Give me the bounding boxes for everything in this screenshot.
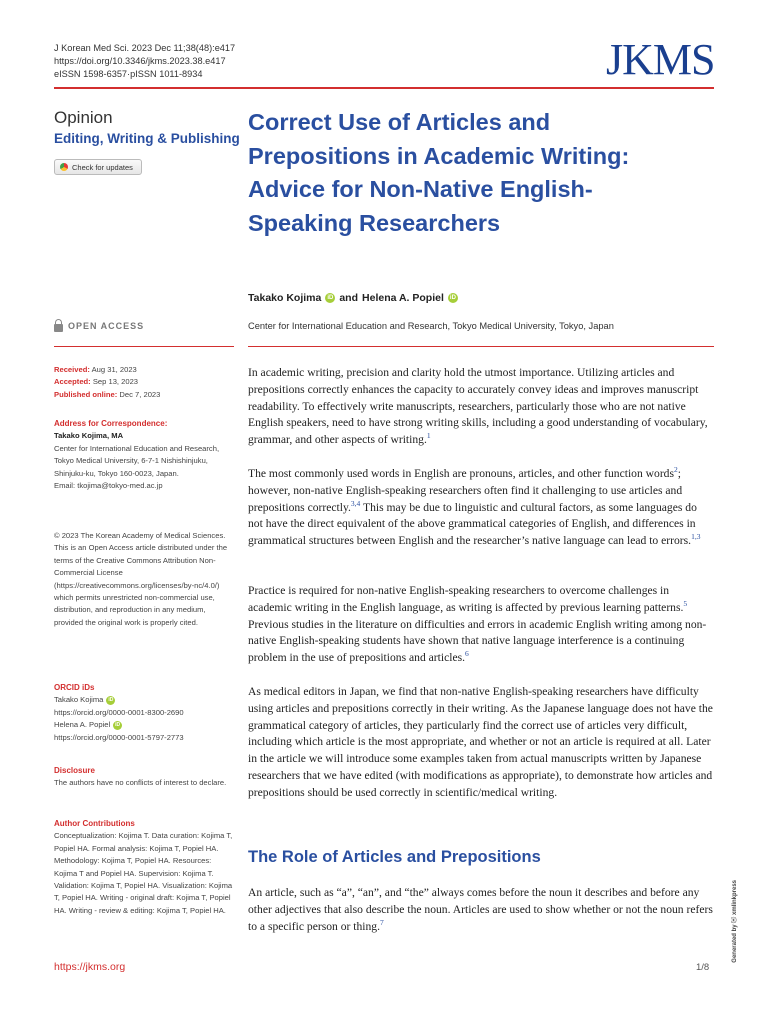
section-heading: The Role of Articles and Prepositions	[248, 848, 541, 866]
correspondence-address: Center for International Education and Research, Tokyo Medical University, 6-7-1 Nishishinjuku, Shinjuku-ku, Tokyo 160-0023, Japan.	[54, 443, 220, 478]
orcid-block	[54, 682, 234, 744]
author-conjunction: and	[339, 292, 359, 304]
open-access-label: OPEN ACCESS	[68, 320, 145, 331]
citation-ref[interactable]: 5	[683, 598, 688, 608]
orcid-icon: iD	[108, 697, 114, 704]
disclosure-text: The authors have no conflicts of interest to declare.	[54, 778, 227, 788]
received-label: Received:	[54, 365, 90, 374]
correspondence-block	[54, 418, 234, 492]
paragraph-3: Practice is required for non-native English-speaking researchers to overcome challenges in academic writing in the English language, as writing is affected by previous learning patterns.$^5$ Previous studies in the literature on difficulties and errors in academic English writing among non-native English-speaking students have shown that native language interference is a continuing problem in the use of prepositions and articles.$^6$	[248, 584, 707, 665]
disclosure-block	[54, 765, 234, 790]
disclosure-heading: Disclosure	[54, 766, 95, 775]
article-category: Editing, Writing & Publishing	[54, 131, 240, 146]
header-divider	[54, 87, 714, 89]
author-2: Helena A. Popiel	[362, 292, 444, 304]
orcid-heading: ORCID iDs	[54, 683, 95, 692]
correspondence-heading: Address for Correspondence:	[54, 419, 168, 428]
citation-ref[interactable]: 1	[426, 431, 431, 441]
orcid-icon: iD	[115, 721, 121, 728]
issn: eISSN 1598-6357·pISSN 1011-8934	[54, 69, 203, 79]
affiliation: Center for International Education and Research, Tokyo Medical University, Tokyo, Japan	[248, 321, 614, 331]
check-updates-label: Check for updates	[72, 162, 133, 172]
citation-ref[interactable]: 1,3	[691, 532, 701, 542]
accepted-label: Accepted:	[54, 377, 91, 387]
citation-ref[interactable]: 6	[465, 649, 469, 659]
published-label: Published online:	[54, 389, 118, 399]
orcid-link-1[interactable]: https://orcid.org/0000-0001-8300-2690	[54, 707, 184, 717]
paragraph-4: As medical editors in Japan, we find that non-native English-speaking researchers have difficulty using articles and prepositions correctly in their writing. As the Japanese language does not have the grammatical category of articles, they particularly find the correct use of articles very difficult, including which article is the most appropriate, and whether or not an article is required at all. Later in the article we will introduce some examples taken from actual manuscripts written by Japanese researchers that we have edited (with modifications as appropriate), to demonstrate how articles and prepositions should be used correctly in scientific/medical writing.	[248, 685, 713, 799]
open-access-badge	[54, 319, 144, 332]
sidebar-divider	[54, 346, 234, 347]
open-lock-icon	[54, 319, 63, 332]
correspondence-name: Takako Kojima, MA	[54, 431, 124, 441]
generator-credit: Generated by ⓧ xmlinkpress	[732, 880, 738, 963]
license-text: This is an Open Access article distributed under the terms of the Creative Commons Attribution Non-Commercial License (https://creativecommons.org/licenses/by-nc/4.0/) which permits unrestricted non-commercial use, distribution, and reproduction in any medium, provided the original work is properly cited.	[54, 543, 228, 627]
published-date: Dec 7, 2023	[119, 389, 161, 399]
paragraph-5: An article, such as “a”, “an”, and “the” always comes before the noun it describes and before any other adjectives that also describe the noun. Articles are used to show whether or not the noun refers to a specific person or thing.$^7$	[248, 886, 713, 933]
contributions-block	[54, 818, 234, 917]
copyright: © 2023 The Korean Academy of Medical Sciences.	[54, 531, 226, 540]
contributions-heading: Author Contributions	[54, 819, 135, 828]
citation: J Korean Med Sci. 2023 Dec 11;38(48):e417	[54, 43, 236, 53]
orcid-link-2[interactable]: https://orcid.org/0000-0001-5797-2773	[54, 732, 184, 742]
orcid-icon[interactable]: iD	[449, 295, 456, 301]
crossmark-icon	[60, 163, 68, 171]
accepted-date: Sep 13, 2023	[92, 377, 139, 387]
paragraph-2: The most commonly used words in English are pronouns, articles, and other function words$^2$; however, non-native English-speaking researchers often find it challenging to use articles and prepositions correctly.$^{3,4}$ This may be due to linguistic and cultural factors, as some languages do not have the direct equivalent of the above grammatical categories of English, and differences in grammatical structures between English and the researcher’s native language can lead to errors.$^{1,3}$	[248, 465, 701, 548]
page-number: 1/8	[696, 962, 710, 973]
article-title: Correct Use of Articles and Prepositions in Academic Writing: Advice for Non-Native English-Speaking Researchers	[248, 109, 630, 236]
check-updates-button[interactable]	[54, 159, 142, 175]
journal-logo: JKMS	[606, 35, 715, 84]
citation-ref[interactable]: 7	[380, 917, 384, 927]
orcid-author-2: Helena A. Popiel	[54, 720, 111, 730]
license-block	[54, 530, 234, 629]
doi-link[interactable]: https://doi.org/10.3346/jkms.2023.38.e417	[54, 56, 226, 66]
citation-block	[54, 42, 235, 81]
citation-ref[interactable]: 3,4	[350, 498, 361, 508]
journal-url[interactable]: https://jkms.org	[54, 961, 126, 973]
correspondence-email[interactable]: Email: tkojima@tokyo-med.ac.jp	[54, 481, 163, 491]
author-line	[248, 292, 458, 304]
orcid-author-1: Takako Kojima	[54, 695, 104, 705]
citation-ref[interactable]: 2	[674, 465, 678, 475]
author-1: Takako Kojima	[248, 292, 322, 304]
dates-block	[54, 364, 234, 401]
contributions-text: Conceptualization: Kojima T. Data curation: Kojima T, Popiel HA. Formal analysis: Kojima T, Popiel HA. Methodology: Kojima T, Popiel HA. Resources: Kojima T and Popiel HA. Supervision: Kojima T. Validation: Kojima T, Popiel HA. Visualization: Kojima T, Popiel HA. Writing - original draft: Kojima T, Popiel HA. Writing - review & editing: Kojima T, Popiel HA.	[54, 831, 233, 915]
main-divider	[248, 346, 714, 347]
article-type: Opinion	[54, 108, 113, 127]
orcid-icon[interactable]: iD	[327, 295, 334, 301]
paragraph-1: In academic writing, precision and clarity hold the utmost importance. Utilizing articles and prepositions correctly enhances the capacity to accurately convey ideas and improves manuscript readability. To effectively write manuscripts, researchers, particularly those who are not native English speakers, need to have strong writing skills, including a good understanding of vocabulary, grammar, and other aspects of writing.$^1$	[248, 366, 708, 447]
received-date: Aug 31, 2023	[91, 365, 137, 374]
